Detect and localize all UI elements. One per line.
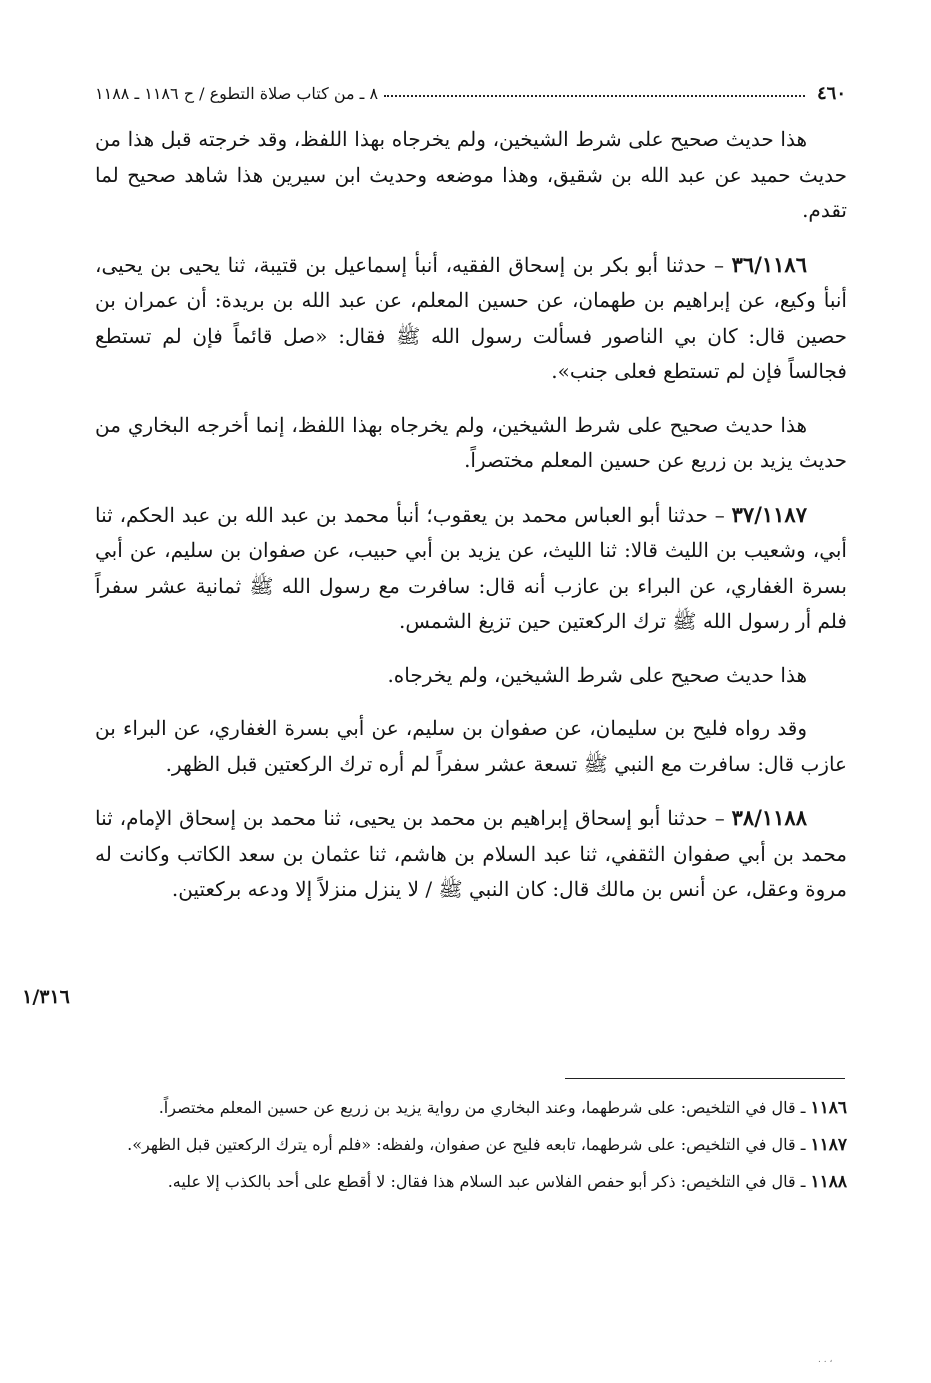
footnote-1188	[95, 1168, 847, 1196]
footnote-text: ـ قال في التلخيص: ذكر أبو حفص الفلاس عبد السلام هذا فقال: لا أقطع على أحد بالكذب إلا عليه.	[167, 1172, 811, 1191]
hadith-1186	[95, 247, 847, 390]
commentary-paragraph-1: هذا حديث صحيح على شرط الشيخين، ولم يخرجاه بهذا اللفظ، وقد خرجته قبل هذا من حديث حميد عن عبد الله بن شقيق، وهذا موضعه وحديث ابن سيرين هذا شاهد صحيح لما تقدم.	[95, 127, 847, 222]
commentary-paragraph-2: هذا حديث صحيح على شرط الشيخين، ولم يخرجاه بهذا اللفظ، إنما أخرجه البخاري من حديث يزيد بن زريع عن حسين المعلم مختصراً.	[95, 412, 847, 472]
hadith-1187	[95, 497, 847, 640]
footnote-number: ١١٨٦	[810, 1098, 847, 1118]
commentary-paragraph-4: وقد رواه فليح بن سليمان، عن صفوان بن سليم، عن أبي بسرة الغفاري، عن البراء بن عازب قال: سافرت مع النبي ﷺ تسعة عشر سفراً لم أره ترك الركعتين قبل الظهر.	[95, 716, 847, 776]
hadith-number: ٣٧/١١٨٧	[731, 501, 807, 527]
footnote-number: ١١٨٧	[810, 1135, 847, 1155]
hadith-1188	[95, 800, 847, 908]
main-text	[95, 122, 847, 926]
footnote-divider	[565, 1078, 845, 1079]
footnote-text: ـ قال في التلخيص: على شرطهما، تابعه فليح عن صفوان، ولفظه: «فلم أره يترك الركعتين قبل الظهر».	[127, 1135, 811, 1154]
footnote-text: ـ قال في التلخيص: على شرطهما، وعند البخاري من رواية يزيد بن زريع عن حسين المعلم مختصراً.	[158, 1098, 811, 1117]
page-number: ٤٦٠	[816, 82, 846, 104]
footnote-number: ١١٨٨	[810, 1172, 847, 1192]
header-leader-dots	[384, 85, 805, 97]
running-header	[95, 80, 846, 106]
footnote-1187	[95, 1131, 847, 1159]
footnote-1186	[95, 1094, 847, 1122]
margin-reference: ١/٣١٦	[22, 986, 70, 1008]
hadith-number: ٣٨/١١٨٨	[731, 805, 807, 830]
hadith-number: ٣٦/١١٨٦	[731, 251, 807, 277]
hadith-text: – حدثنا أبو إسحاق إبراهيم بن محمد بن يحيى، ثنا محمد بن إسحاق الإمام، ثنا محمد بن أبي صفوان الثقفي، ثنا عبد السلام بن هاشم، ثنا عثمان بن سعد الكاتب وكانت له مروة وعقل، عن أنس بن مالك قال: كان النبي ﷺ / لا ينزل منزلاً إلا ودعه بركعتين.	[95, 806, 847, 901]
hadith-text: – حدثنا أبو العباس محمد بن يعقوب؛ أنبأ محمد بن عبد الله بن عبد الحكم، ثنا أبي، وشعيب بن الليث قالا: ثنا الليث، عن يزيد بن أبي حبيب، عن صفوان بن سليم، عن أبي بسرة الغفاري، عن البراء بن عازب أنه قال: سافرت مع رسول الله ﷺ ثمانية عشر سفراً فلم أر رسول الله ﷺ ترك الركعتين حين تزيغ الشمس.	[95, 502, 847, 633]
hadith-text: – حدثنا أبو بكر بن إسحاق الفقيه، أنبأ إسماعيل بن قتيبة، ثنا يحيى بن يحيى، أنبأ وكيع، عن إبراهيم بن طهمان، عن حسين المعلم، عن عبد الله بن بريدة: أن عمران بن حصين قال: كان بي الناصور فسألت رسول الله ﷺ فقال: «صل قائماً فإن لم تستطع فجالساً فإن لم تستطع فعلى جنب».	[95, 252, 847, 383]
scan-artifact: ، . .	[818, 1355, 833, 1365]
footnotes	[95, 1094, 847, 1205]
commentary-paragraph-3: هذا حديث صحيح على شرط الشيخين، ولم يخرجاه.	[387, 662, 807, 687]
chapter-title: ٨ ـ من كتاب صلاة التطوع / ح ١١٨٦ ـ ١١٨٨	[95, 83, 379, 103]
